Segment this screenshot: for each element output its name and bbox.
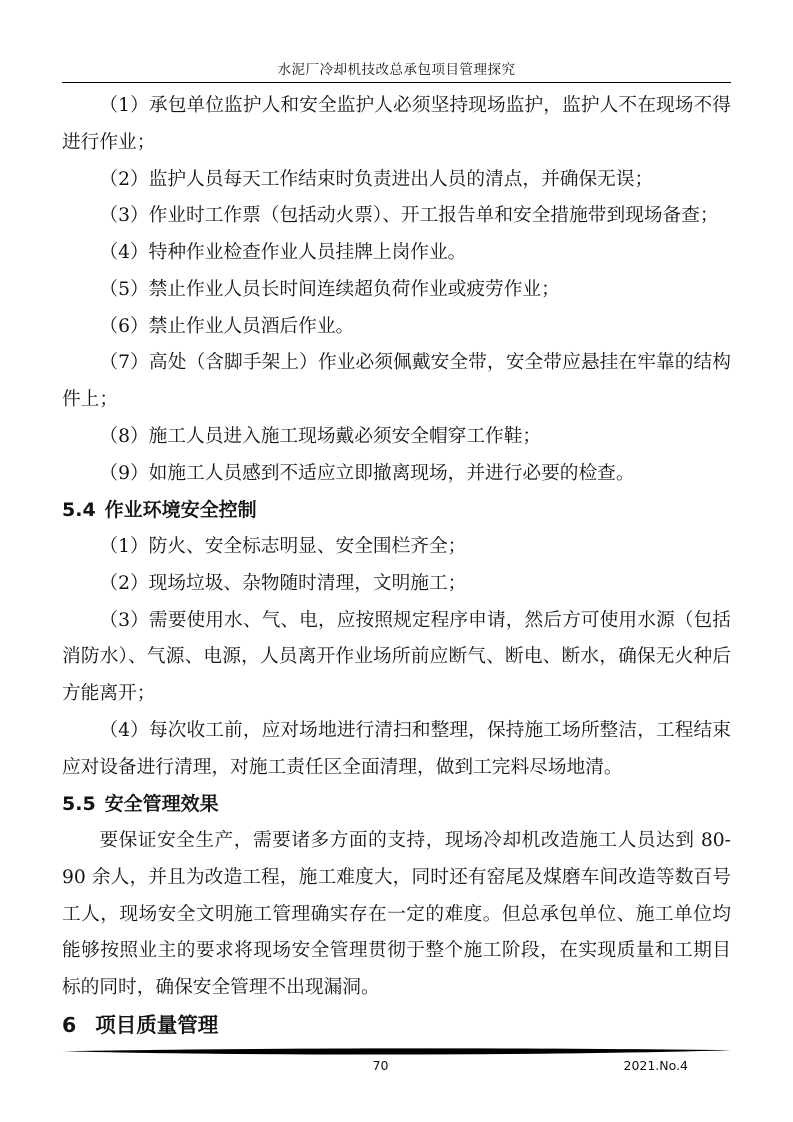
section-heading-5-5	[62, 786, 731, 823]
paragraph-item-5: （5）禁止作业人员长时间连续超负荷作业或疲劳作业；	[99, 278, 560, 300]
header-rule	[62, 82, 731, 83]
paragraph-item-9: （9）如施工人员感到不适应立即撤离现场，并进行必要的检查。	[99, 462, 635, 484]
issue-label: 2021.No.4	[623, 1058, 688, 1073]
paragraph-item-2: （2）监护人员每天工作结束时负责进出人员的清点，并确保无误；	[99, 168, 654, 190]
section-title: 作业环境安全控制	[104, 499, 257, 522]
paragraph-item-7: （7）高处（含脚手架上）作业必须佩戴安全带，安全带应悬挂在牢靠的结构件上；	[62, 352, 731, 410]
paragraph-safety-effect: 要保证安全生产，需要诸多方面的支持，现场冷却机改造施工人员达到 80-90 余人，并且为改造工程，施工难度大，同时还有窑尾及煤磨车间改造等数百号工人，现场安全文明施工管理确实存在一定的难度。但总承包单位、施工单位均能够按照业主的要求将现场安全管理贯彻于整个施工阶段，在实现质量和工期目标的同时，确保安全管理不出现漏洞。	[62, 830, 731, 998]
page-number: 70	[372, 1058, 389, 1073]
page-footer	[62, 1047, 731, 1076]
paragraph-item-8: （8）施工人员进入施工现场戴必须安全帽穿工作鞋；	[99, 425, 542, 447]
paragraph-item-6: （6）禁止作业人员酒后作业。	[99, 315, 355, 337]
section-number: 6	[62, 1012, 77, 1037]
paragraph-env-4: （4）每次收工前，应对场地进行清扫和整理，保持施工场所整洁，工程结束应对设备进行清理，对施工责任区全面清理，做到工完料尽场地清。	[62, 719, 731, 778]
section-number: 5.4	[62, 499, 96, 522]
section-number: 5.5	[62, 793, 96, 816]
section-heading-6	[62, 1007, 731, 1044]
section-title: 安全管理效果	[104, 793, 219, 816]
paragraph-env-2: （2）现场垃圾、杂物随时清理，文明施工；	[99, 572, 467, 594]
paragraph-item-1: （1）承包单位监护人和安全监护人必须坚持现场监护，监护人不在现场不得进行作业；	[62, 95, 731, 153]
footer-rule	[62, 1047, 731, 1057]
running-head-title: 水泥厂冷却机技改总承包项目管理探究	[277, 62, 516, 78]
footer-meta	[62, 1058, 731, 1076]
paragraph-env-3: （3）需要使用水、气、电，应按照规定程序申请，然后方可使用水源（包括消防水）、气源、电源，人员离开作业场所前应断气、断电、断水，确保无火种后方能离开；	[62, 609, 731, 704]
section-heading-5-4	[62, 492, 731, 529]
paragraph-item-4: （4）特种作业检查作业人员挂牌上岗作业。	[99, 242, 467, 263]
document-body	[62, 88, 731, 1044]
paragraph-env-1: （1）防火、安全标志明显、安全围栏齐全；	[99, 536, 467, 557]
page-header	[62, 61, 731, 83]
paragraph-item-3: （3）作业时工作票（包括动火票）、开工报告单和安全措施带到现场备查；	[99, 205, 719, 227]
section-title: 项目质量管理	[95, 1012, 219, 1037]
